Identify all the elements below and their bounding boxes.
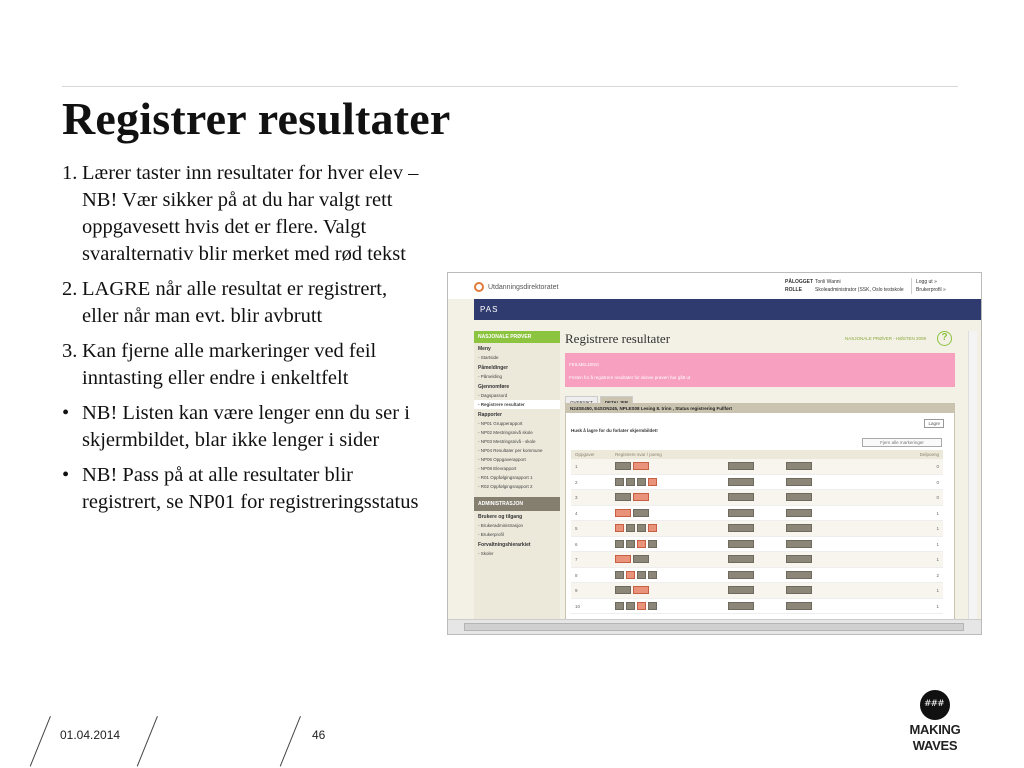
multiple-answers-button[interactable]	[786, 509, 812, 517]
multiple-answers-button[interactable]	[786, 602, 812, 610]
sidebar-item-r02[interactable]: - R02 Oppfølgingsrapport 2	[478, 484, 533, 489]
org-logo-icon	[474, 282, 484, 292]
answer-option-button[interactable]	[615, 493, 631, 501]
sidebar-item-np06[interactable]: - NP06 Oppgaverapport	[478, 457, 526, 462]
sidebar-item-pamelding[interactable]: - Påmelding	[478, 374, 503, 379]
row-number: 9	[575, 588, 578, 593]
row-points: 1	[936, 526, 939, 531]
sidebar-cat-pamelding: Påmeldinger	[478, 365, 509, 371]
row-points: 1	[936, 541, 939, 547]
answer-options	[615, 540, 659, 549]
role-value: Skoleadministrator (SSK, Oslo testskole	[815, 287, 904, 293]
sidebar-item-np04[interactable]: - NP04 Resultater per kommune	[478, 448, 543, 453]
row-points: 0	[936, 464, 939, 469]
table-row	[571, 490, 943, 506]
answer-options	[615, 462, 651, 471]
answer-option-button[interactable]	[615, 462, 631, 470]
exam-label: NASJONALE PRØVER - HØSTEN 2009	[845, 336, 927, 341]
answer-option-button[interactable]	[626, 540, 635, 548]
answer-option-button[interactable]	[633, 493, 649, 501]
error-box	[565, 353, 955, 387]
save-button[interactable]: Lagre	[924, 419, 944, 428]
list-marker: 3.	[62, 340, 78, 362]
top-rule	[62, 86, 958, 87]
list-item	[62, 400, 422, 454]
row-number: 2	[575, 479, 578, 485]
clear-marks-button[interactable]: Fjern alle markeringer	[862, 438, 942, 447]
sidebar-cat-meny: Meny	[478, 346, 491, 352]
footer-date: 01.04.2014	[60, 728, 121, 742]
table-body	[571, 459, 943, 614]
no-answer-button[interactable]	[728, 524, 754, 532]
list-item	[62, 276, 422, 330]
row-points: 1	[936, 588, 939, 593]
answer-options	[615, 478, 659, 487]
col-delpoeng: Delpoeng	[919, 452, 939, 457]
list-marker: •	[62, 464, 70, 486]
multiple-answers-button[interactable]	[786, 586, 812, 594]
answer-option-button[interactable]	[637, 478, 646, 486]
main-title: Registrere resultater	[565, 331, 671, 346]
sidebar-item-np01[interactable]: - NP01 Grupperapport	[478, 421, 523, 426]
logo-text-1: MAKING	[909, 722, 961, 737]
row-number: 1	[575, 464, 578, 469]
answer-option-button[interactable]	[633, 509, 649, 517]
logged-label: PÅLOGGET	[785, 279, 814, 285]
embedded-screenshot	[447, 272, 982, 635]
sidebar-item-startside[interactable]: - Startside	[478, 355, 499, 360]
footer-slash	[280, 716, 301, 766]
list-item	[62, 160, 422, 268]
list-marker: •	[62, 402, 70, 424]
multiple-answers-button[interactable]	[786, 540, 812, 548]
row-number: 6	[575, 541, 578, 547]
no-answer-button[interactable]	[728, 509, 754, 517]
save-reminder: Husk å lagre for du forlater skjermbildet!	[571, 428, 658, 433]
list-marker: 2.	[62, 278, 78, 300]
help-icon[interactable]: ?	[937, 331, 952, 346]
sidebar-item-dagspassord[interactable]: - Dagspassord	[478, 393, 508, 398]
footer-slash	[30, 716, 51, 766]
answer-option-button[interactable]	[633, 462, 649, 470]
vertical-scrollbar[interactable]	[968, 331, 977, 619]
answer-option-button[interactable]	[626, 478, 635, 486]
logo-mark-icon	[920, 690, 950, 720]
logged-value: Tonli Wanni	[815, 279, 841, 285]
role-label: ROLLE	[785, 287, 802, 293]
user-links	[911, 278, 946, 294]
no-answer-button[interactable]	[728, 586, 754, 594]
answer-option-button[interactable]	[615, 478, 624, 486]
logout-link[interactable]: Logg ut »	[916, 279, 937, 285]
sidebar-item-r01[interactable]: - R01 Oppfølgingsrapport 1	[478, 475, 533, 480]
answer-options	[615, 524, 659, 533]
list-item	[62, 462, 422, 516]
table-row	[571, 506, 943, 522]
table-header	[571, 450, 943, 459]
row-number: 7	[575, 557, 578, 562]
table-row	[571, 475, 943, 491]
row-points: 1	[936, 557, 939, 562]
horizontal-scrollbar[interactable]	[448, 619, 981, 634]
answer-option-button[interactable]	[615, 555, 631, 563]
error-text: Fristen for å registrere resultater for denne prøven har gått ut	[569, 375, 691, 380]
answer-option-button[interactable]	[615, 524, 624, 532]
list-marker: 1.	[62, 162, 78, 184]
no-answer-button[interactable]	[728, 602, 754, 610]
row-points: 1	[936, 510, 939, 516]
sidebar-cat-forvalt: Forvaltningshierarkiet	[478, 542, 531, 548]
row-number: 3	[575, 495, 578, 500]
answer-option-button[interactable]	[615, 602, 624, 610]
results-table	[571, 450, 943, 614]
answer-option-button[interactable]	[637, 602, 646, 610]
answer-options	[615, 602, 659, 611]
slide-title: Registrer resultater	[62, 93, 451, 144]
sidebar-item-brukeradm[interactable]: - Brukeradministrasjon	[478, 523, 524, 528]
logo-text-2: WAVES	[912, 738, 958, 753]
sidebar-cat-gjennomfore: Gjennomføre	[478, 384, 510, 390]
answer-option-button[interactable]	[637, 524, 646, 532]
table-row	[571, 521, 943, 537]
multiple-answers-button[interactable]	[786, 462, 812, 470]
no-answer-button[interactable]	[728, 462, 754, 470]
row-points: 0	[936, 479, 939, 485]
error-title: FEILMELDING	[569, 362, 600, 367]
no-answer-button[interactable]	[728, 555, 754, 563]
row-points: 2	[936, 572, 939, 578]
sidebar-header-nasjonale: NASJONALE PRØVER	[474, 331, 560, 343]
table-row	[571, 552, 943, 568]
answer-option-button[interactable]	[626, 602, 635, 610]
answer-option-button[interactable]	[637, 571, 646, 579]
making-waves-logo	[900, 690, 970, 753]
sidebar-item-np08[interactable]: - NP08 Elevrapport	[478, 466, 517, 471]
table-row	[571, 459, 943, 475]
sidebar-item-brukerprofil[interactable]: - Brukerprofil	[478, 532, 504, 537]
app-band: PAS	[474, 299, 981, 320]
multiple-answers-button[interactable]	[786, 555, 812, 563]
sidebar-header-admin: ADMINISTRASJON	[474, 497, 560, 511]
list-item-text: NB! Listen kan være lenger enn du ser i skjermbildet, blar ikke lenger i sider	[82, 402, 410, 451]
answer-options	[615, 586, 651, 595]
org-logo	[474, 282, 558, 292]
sidebar-item-registrere[interactable]: - Registrere resultater	[474, 400, 560, 409]
row-number: 10	[575, 603, 581, 609]
table-row	[571, 583, 943, 599]
answer-options	[615, 493, 651, 502]
user-info	[785, 278, 904, 294]
footer-page-number: 46	[312, 728, 326, 742]
table-row	[571, 568, 943, 584]
answer-option-button[interactable]	[615, 571, 624, 579]
results-panel	[565, 403, 955, 621]
multiple-answers-button[interactable]	[786, 493, 812, 501]
answer-options	[615, 555, 651, 564]
table-row	[571, 537, 943, 553]
answer-options	[615, 571, 659, 580]
sidebar-cat-brukere: Brukere og tilgang	[478, 514, 523, 520]
row-points: 0	[936, 495, 939, 500]
main-area	[565, 331, 960, 621]
row-number: 5	[575, 526, 578, 531]
footer-slash	[137, 716, 158, 766]
profile-link[interactable]: Brukerprofil »	[916, 287, 946, 293]
list-item	[62, 338, 422, 392]
row-points: 1	[936, 603, 939, 609]
multiple-answers-button[interactable]	[786, 571, 812, 579]
no-answer-button[interactable]	[728, 478, 754, 486]
no-answer-button[interactable]	[728, 493, 754, 501]
col-oppgaver: Oppgaver	[575, 452, 595, 457]
multiple-answers-button[interactable]	[786, 524, 812, 532]
answer-option-button[interactable]	[615, 540, 624, 548]
answer-option-button[interactable]	[648, 540, 657, 548]
table-row	[571, 599, 943, 615]
answer-option-button[interactable]	[637, 540, 646, 548]
bullet-list	[62, 160, 422, 524]
answer-option-button[interactable]	[648, 524, 657, 532]
answer-option-button[interactable]	[615, 586, 631, 594]
answer-option-button[interactable]	[626, 571, 635, 579]
list-item-text: Lærer taster inn resultater for hver elev – NB! Vær sikker på at du har valgt rett oppgavesett hvis det er flere. Valgt svaralternativ blir merket med rød tekst	[82, 162, 419, 265]
sidebar-cat-rapporter: Rapporter	[478, 412, 502, 418]
app-header	[448, 273, 981, 299]
answer-option-button[interactable]	[633, 555, 649, 563]
sidebar-item-np02[interactable]: - NP02 Mestringsnivå skole	[478, 430, 533, 435]
answer-options	[615, 509, 651, 518]
sidebar-item-np03[interactable]: - NP03 Mestringsnivå - skole	[478, 439, 536, 444]
sidebar	[474, 331, 560, 621]
answer-option-button[interactable]	[626, 524, 635, 532]
row-number: 8	[575, 572, 578, 578]
sidebar-item-skoler[interactable]: - Skoler	[478, 551, 494, 556]
answer-option-button[interactable]	[615, 509, 631, 517]
org-name: Utdanningsdirektoratet	[488, 283, 559, 291]
list-item-text: LAGRE når alle resultat er registrert, eller når man evt. blir avbrutt	[82, 278, 388, 327]
no-answer-button[interactable]	[728, 540, 754, 548]
col-registrere: Registrere svar / poeng	[615, 452, 662, 457]
panel-header: N24SE450, E4SON245, NPLES08 Lesing 8. trinn , Status registrering Fullført	[566, 404, 954, 413]
multiple-answers-button[interactable]	[786, 478, 812, 486]
scroll-thumb[interactable]	[464, 623, 964, 631]
answer-option-button[interactable]	[633, 586, 649, 594]
answer-option-button[interactable]	[648, 571, 657, 579]
row-number: 4	[575, 510, 578, 516]
list-item-text: NB! Pass på at alle resultater blir registrert, se NP01 for registreringsstatus	[82, 464, 419, 513]
no-answer-button[interactable]	[728, 571, 754, 579]
answer-option-button[interactable]	[648, 478, 657, 486]
list-item-text: Kan fjerne alle markeringer ved feil inntasting eller endre i enkeltfelt	[82, 340, 377, 389]
answer-option-button[interactable]	[648, 602, 657, 610]
